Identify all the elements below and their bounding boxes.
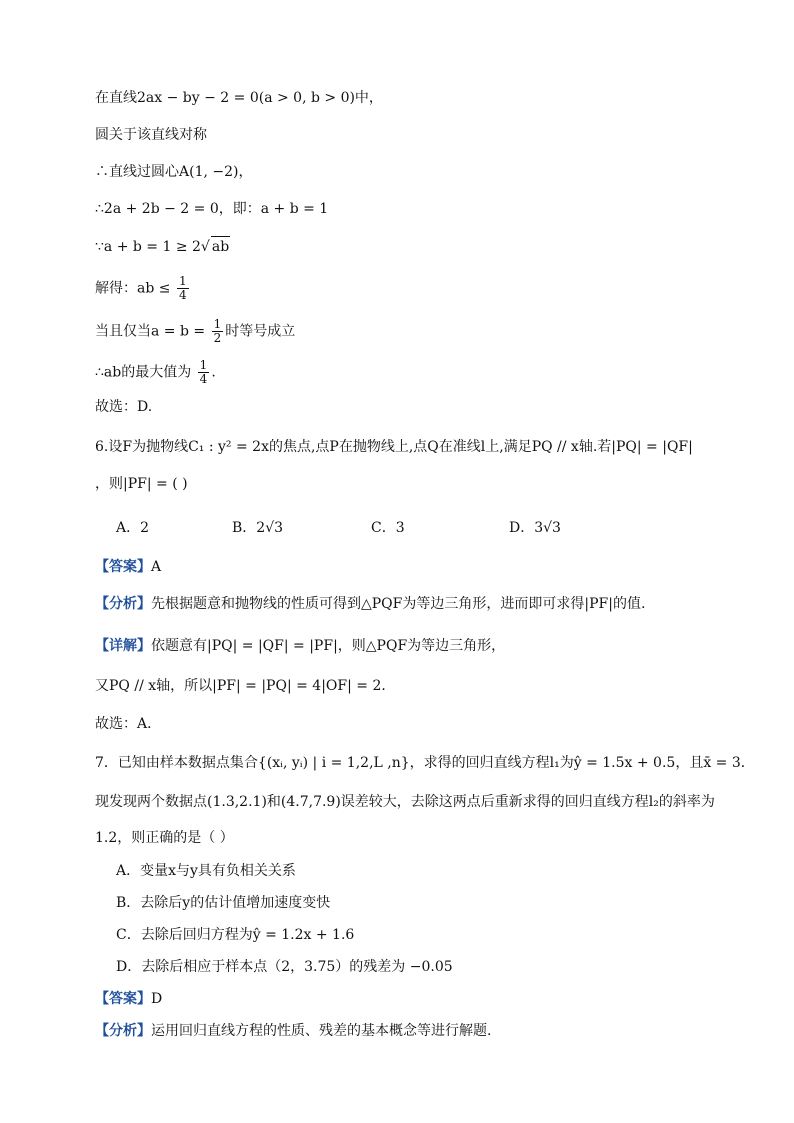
question-7-option-d: D．去除后相应于样本点（2，3.75）的残差为 −0.05 — [116, 959, 453, 975]
analysis-text: 运用回归直线方程的性质、残差的基本概念等进行解题. — [151, 1023, 492, 1039]
inequality-text: ∵a + b = 1 ≥ 2√ — [95, 239, 210, 255]
solution-select-6: 故选：A． — [95, 716, 162, 732]
question-7-option-c: C．去除后回归方程为ŷ = 1.2x + 1.6 — [116, 927, 355, 943]
option-c: C．3 — [371, 520, 405, 536]
question-7-option-a: A．变量x与y具有负相关关系 — [116, 863, 296, 879]
detail-6-cont: 又PQ // x轴，所以|PF| = |PQ| = 4|OF| = 2． — [95, 678, 396, 694]
analysis-text: 先根据题意和抛物线的性质可得到△PQF为等边三角形，进而即可求得|PF|的值. — [151, 596, 646, 612]
analysis-tag: 【分析】 — [95, 596, 151, 612]
fraction-numerator: 1 — [213, 317, 222, 331]
solution-line-2: 圆关于该直线对称 — [95, 127, 207, 143]
detail-6 — [95, 636, 754, 656]
solution-line-3: ∴直线过圆心A(1, −2)， — [95, 164, 253, 180]
answer-value: D — [151, 991, 163, 1007]
option-d: D．3√3 — [509, 520, 561, 536]
solution-line-6 — [95, 275, 754, 302]
detail-tag: 【详解】 — [95, 638, 151, 654]
question-6-stem-cont: ，则|PF| = ( ) — [95, 476, 188, 492]
option-a: A．2 — [116, 520, 150, 536]
solution-line-8 — [95, 359, 754, 386]
sqrt-ab: ab — [211, 236, 230, 257]
max-value-text: ∴ab的最大值为 — [95, 364, 192, 381]
answer-6 — [95, 557, 754, 577]
question-7-stem: 7．已知由样本数据点集合{(xᵢ, yᵢ) | i = 1,2,L ,n}，求得的回归直线方程l₁为ŷ = 1.5x + 0.5，且x̄ = 3． — [95, 755, 755, 771]
answer-7 — [95, 989, 754, 1009]
answer-value: A — [151, 559, 162, 575]
answer-tag: 【答案】 — [95, 559, 151, 575]
period: . — [211, 364, 216, 381]
fraction-denominator: 2 — [213, 331, 222, 345]
solution-line-7 — [95, 318, 754, 345]
equality-text: 当且仅当a = b = — [95, 323, 206, 340]
equality-condition: 时等号成立 — [225, 323, 296, 340]
analysis-7 — [95, 1021, 754, 1041]
fraction-denominator: 4 — [199, 372, 208, 386]
fraction-one-quarter-2 — [198, 359, 210, 386]
fraction-denominator: 4 — [178, 288, 187, 302]
fraction-numerator: 1 — [199, 358, 208, 372]
question-7-stem-3: 1.2，则正确的是（ ） — [95, 830, 234, 846]
solution-line-4: ∴2a + 2b − 2 = 0，即：a + b = 1 — [95, 201, 329, 217]
detail-text: 依题意有|PQ| = |QF| = |PF|，则△PQF为等边三角形， — [151, 638, 506, 654]
solution-line-5 — [95, 236, 754, 257]
question-7-stem-2: 现发现两个数据点(1.3,2.1)和(4.7,7.9)误差较大，去除这两点后重新求得的回归直线方程l₂的斜率为 — [95, 794, 715, 810]
solution-select-5: 故选：D. — [95, 399, 153, 415]
option-b: B．2√3 — [232, 520, 284, 536]
question-6-stem: 6.设F为抛物线C₁ : y² = 2x的焦点,点P在抛物线上,点Q在准线l上,满足PQ // x轴.若|PQ| = |QF| — [95, 439, 693, 455]
fraction-one-quarter — [177, 275, 189, 302]
analysis-6 — [95, 594, 754, 614]
fraction-numerator: 1 — [178, 274, 187, 288]
analysis-tag: 【分析】 — [95, 1023, 151, 1039]
answer-tag: 【答案】 — [95, 991, 151, 1007]
solve-text: 解得：ab ≤ — [95, 280, 171, 297]
question-7-option-b: B．去除后y的估计值增加速度变快 — [116, 895, 331, 911]
solution-line-1: 在直线2ax − by − 2 = 0(a > 0, b > 0)中， — [95, 90, 383, 106]
fraction-one-half — [212, 318, 224, 345]
